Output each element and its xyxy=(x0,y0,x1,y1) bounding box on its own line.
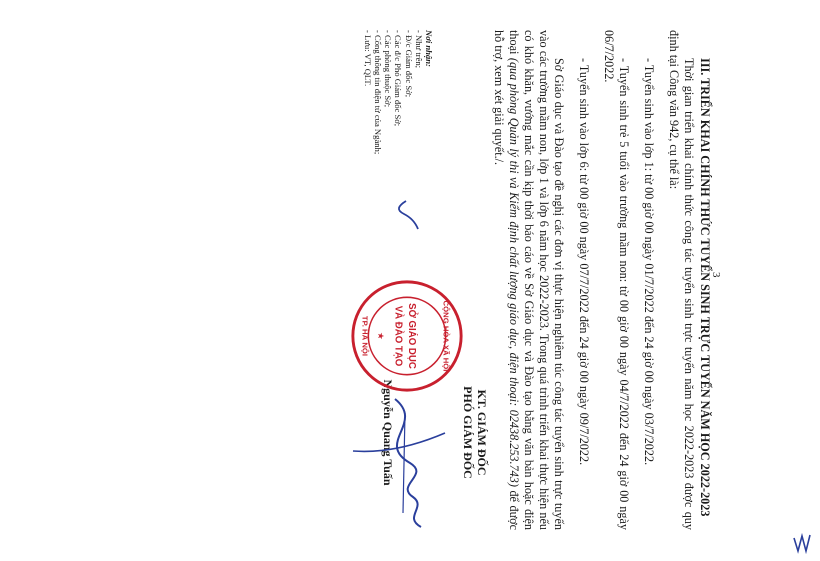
item-grade1: - Tuyển sinh vào lớp 1: từ 00 giờ 00 ngày 01/7/2022 đến 24 giờ 00 ngày 03/7/2022. xyxy=(642,58,656,466)
recipient-item: - Lưu: VT, QLT. xyxy=(362,30,373,87)
request-contact-italic: (qua phòng Quản lý thi và Kiểm định chất lượng giáo dục, điện thoại: 02438.253.743) xyxy=(507,57,521,487)
handwritten-signature-icon xyxy=(345,393,465,533)
signer-name: Nguyễn Quang Tuấn xyxy=(381,379,395,486)
paragraph-intro: Thời gian triển khai chính thức công tác tuyển sinh trực tuyến năm học 2022-2023 được quy định tại Công văn 942, cụ thể là: xyxy=(667,30,696,530)
request-text-2: để được hỗ trợ, xem xét giải quyết./. xyxy=(492,30,521,531)
svg-text:VÀ ĐÀO TẠO: VÀ ĐÀO TẠO xyxy=(392,305,404,367)
request-text-1: Sở Giáo dục và Đào tạo đề nghị các đơn vị thực hiện nghiêm túc công tác tuyển sinh trực tuyến vào các trường mầm non, lớp 1 và lớp 6 năm học 2022-2023. Trong quá trình triển khai thực hiện nếu có khó khăn, vướng mắc cần kịp thời báo cáo về Sở Giáo dục và Đào tạo bằng văn bản hoặc điện thoại xyxy=(507,30,566,530)
recipient-item: - Như trên; xyxy=(413,30,424,69)
page-number: 3 xyxy=(710,272,722,278)
corner-scribble-icon xyxy=(792,532,814,554)
svg-text:SỞ GIÁO DỤC: SỞ GIÁO DỤC xyxy=(405,303,417,369)
signature-title-2: PHÓ GIÁM ĐỐC xyxy=(461,386,475,479)
recipient-item: - Các phòng thuộc Sở; xyxy=(383,30,394,108)
svg-text:TP. HÀ NỘI: TP. HÀ NỘI xyxy=(360,315,370,357)
recipient-item: - Đ/c Giám đốc Sở; xyxy=(403,30,414,98)
signature-title-1: KT. GIÁM ĐỐC xyxy=(475,389,489,476)
recipient-item: - Cổng thông tin điện tử của Ngành; xyxy=(372,30,383,155)
svg-text:CỘNG HÒA XÃ HỘI: CỘNG HÒA XÃ HỘI xyxy=(441,300,451,372)
item-grade6: - Tuyển sinh vào lớp 6: từ 00 giờ 00 ngày 07/7/2022 đến 24 giờ 00 ngày 09/7/2022. xyxy=(577,58,591,466)
section-title: III. TRIỂN KHAI CHÍNH THỨC TUYỂN SINH TRỰC TUYẾN NĂM HỌC 2022-2023 xyxy=(698,58,712,517)
document-body xyxy=(490,30,712,530)
handwritten-tick-icon xyxy=(392,198,422,232)
official-seal-icon xyxy=(349,278,465,394)
svg-text:★: ★ xyxy=(376,332,386,340)
item-preschool: - Tuyển sinh trẻ 5 tuổi vào trường mầm non: từ 00 giờ 00 ngày 04/7/2022 đến 24 giờ 00 ngày 06/7/2022. xyxy=(602,30,631,530)
recipient-item: - Các đ/c Phó Giám đốc Sở; xyxy=(393,30,404,127)
paragraph-request xyxy=(491,30,566,530)
recipients-heading: Nơi nhận: xyxy=(424,30,434,67)
